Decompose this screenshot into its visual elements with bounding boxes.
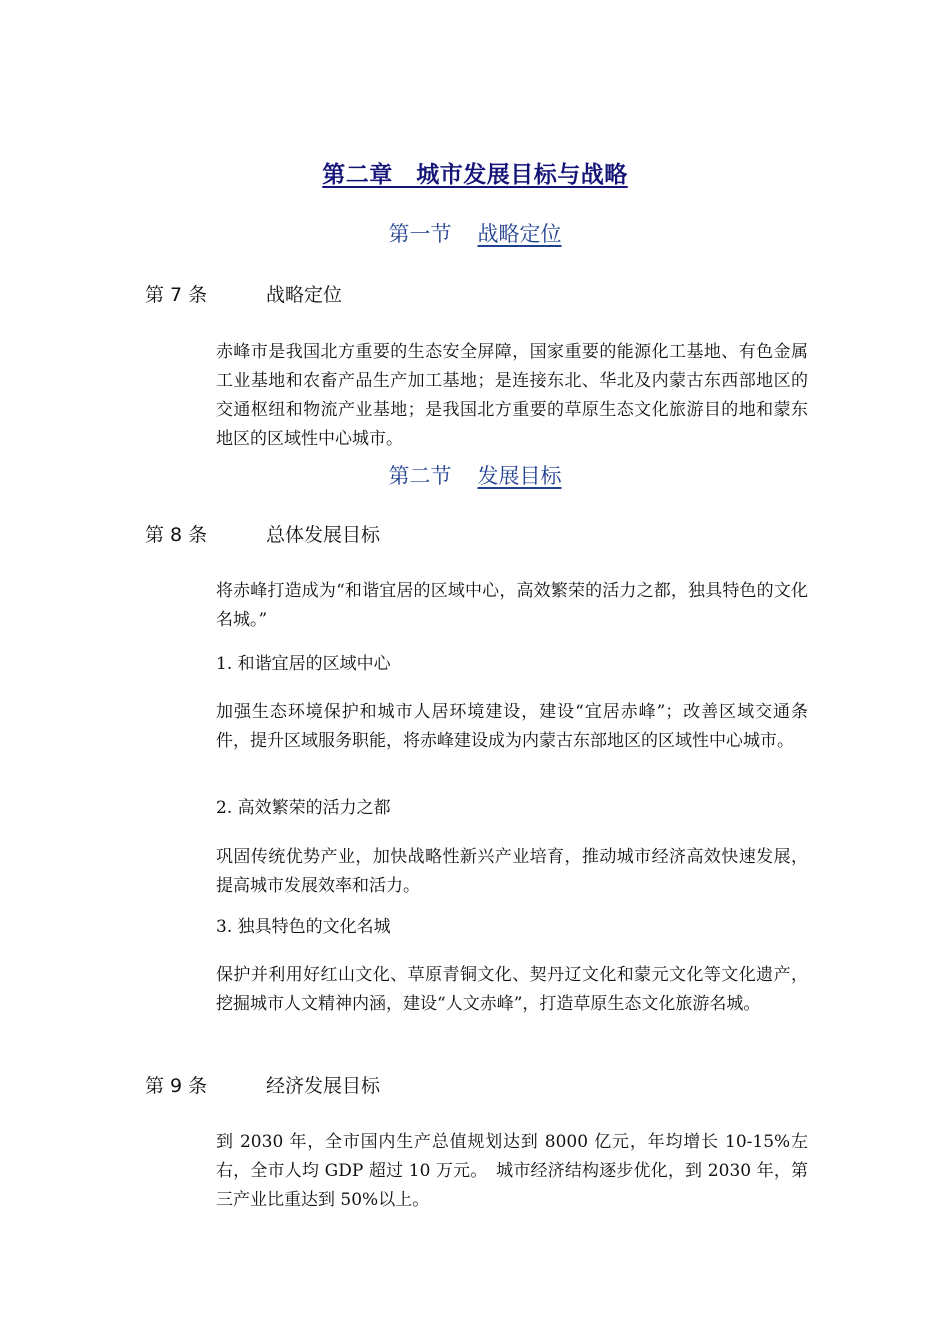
article-7-body: 赤峰市是我国北方重要的生态安全屏障，国家重要的能源化工基地、有色金属工业基地和农畜产品生产加工基地；是连接东北、华北及内蒙古东西部地区的交通枢纽和物流产业基地；是我国北方重要的草原生态文化旅游目的地和蒙东地区的区域性中心城市。	[216, 342, 808, 449]
goal-body-2: 巩固传统优势产业，加快战略性新兴产业培育，推动城市经济高效快速发展，提高城市发展效率和活力。	[216, 847, 808, 896]
section-name: 发展目标	[477, 464, 562, 488]
goal-body-1: 加强生态环境保护和城市人居环境建设，建设“宜居赤峰”；改善区域交通条件，提升区域服务职能，将赤峰建设成为内蒙古东部地区的区域性中心城市。	[216, 702, 808, 751]
section-number: 第二节	[388, 464, 452, 488]
goal-heading-1: 1. 和谐宜居的区域中心	[216, 654, 391, 674]
article-heading-9	[145, 1071, 380, 1098]
article-title: 经济发展目标	[266, 1075, 381, 1097]
chapter-title: 第二章 城市发展目标与战略	[322, 162, 628, 188]
article-number: 第 9 条	[145, 1075, 208, 1097]
article-heading-8	[145, 520, 380, 547]
goal-heading-2: 2. 高效繁荣的活力之都	[216, 798, 391, 818]
article-title: 总体发展目标	[266, 524, 381, 546]
article-8-intro: 将赤峰打造成为“和谐宜居的区域中心，高效繁荣的活力之都，独具特色的文化名城。”	[216, 581, 808, 630]
article-heading-7	[145, 280, 342, 307]
article-number: 第 8 条	[145, 524, 208, 546]
section-heading-1	[0, 218, 950, 248]
section-name: 战略定位	[477, 222, 562, 246]
section-number: 第一节	[388, 222, 452, 246]
goal-body-3: 保护并利用好红山文化、草原青铜文化、契丹辽文化和蒙元文化等文化遗产，挖掘城市人文精神内涵，建设“人文赤峰”，打造草原生态文化旅游名城。	[216, 965, 808, 1014]
goal-heading-3: 3. 独具特色的文化名城	[216, 917, 391, 937]
article-9-body: 到 2030 年，全市国内生产总值规划达到 8000 亿元，年均增长 10-15%左右，全市人均 GDP 超过 10 万元。 城市经济结构逐步优化，到 2030 年，第三产业比重达到 50%以上。	[216, 1132, 808, 1210]
article-number: 第 7 条	[145, 284, 208, 306]
article-title: 战略定位	[266, 284, 343, 306]
section-heading-2	[0, 460, 950, 490]
